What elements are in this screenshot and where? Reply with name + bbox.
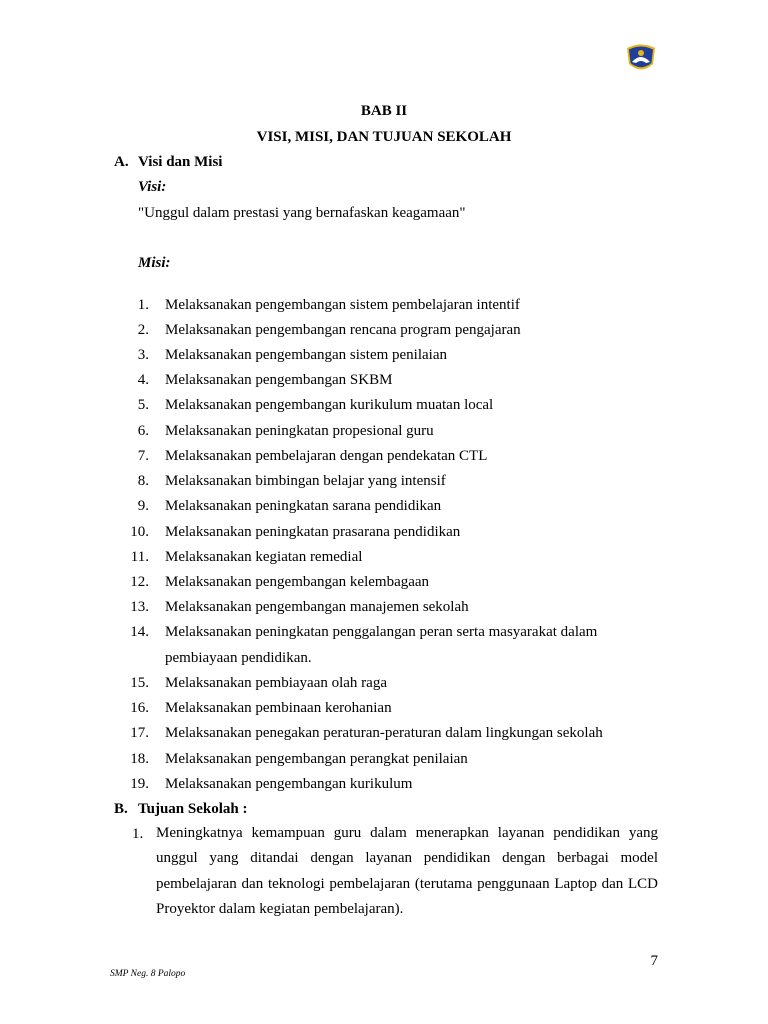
misi-number: 9.	[137, 498, 149, 514]
misi-number: 4.	[137, 372, 149, 388]
misi-item: Melaksanakan pengembangan perangkat penilaian	[165, 751, 468, 767]
misi-number: 14.	[130, 624, 149, 640]
misi-item: Melaksanakan kegiatan remedial	[165, 549, 363, 565]
misi-number: 2.	[137, 322, 149, 338]
misi-number: 13.	[130, 599, 149, 615]
misi-number: 12.	[130, 574, 149, 590]
section-b-title: Tujuan Sekolah :	[138, 801, 248, 817]
misi-item: Melaksanakan pengembangan kurikulum	[165, 776, 413, 792]
misi-item: Melaksanakan pembelajaran dengan pendekatan CTL	[165, 448, 488, 464]
misi-number: 11.	[130, 549, 149, 565]
page-number: 7	[650, 953, 658, 969]
misi-number: 18.	[130, 751, 149, 767]
section-b-marker: B.	[114, 801, 128, 817]
footer-school-name: SMP Neg. 8 Palopo	[110, 969, 186, 979]
goal-number: 1.	[132, 826, 144, 842]
misi-item: Melaksanakan pengembangan sistem penilaian	[165, 347, 447, 363]
goal-item: Meningkatnya kemampuan guru dalam menerapkan layanan pendidikan yang unggul yang ditandai dengan layanan pendidikan dengan berbagai model pembelajaran dan teknologi pembelajaran (terutama penggunaan Laptop dan LCD Proyektor dalam kegiatan pembelajaran).	[156, 825, 658, 917]
visi-text: "Unggul dalam prestasi yang bernafaskan keagamaan"	[138, 205, 466, 221]
misi-item: Melaksanakan pembiayaan olah raga	[165, 675, 387, 691]
section-a-marker: A.	[114, 154, 129, 170]
misi-number: 6.	[137, 423, 149, 439]
misi-item-continuation: pembiayaan pendidikan.	[165, 650, 312, 666]
misi-item: Melaksanakan pengembangan manajemen sekolah	[165, 599, 469, 615]
misi-number: 5.	[137, 397, 149, 413]
misi-item: Melaksanakan pembinaan kerohanian	[165, 700, 392, 716]
misi-number: 10.	[130, 524, 149, 540]
misi-item: Melaksanakan peningkatan sarana pendidikan	[165, 498, 442, 514]
misi-item: Melaksanakan penegakan peraturan-peraturan dalam lingkungan sekolah	[165, 725, 603, 741]
misi-number: 19.	[130, 776, 149, 792]
misi-item: Melaksanakan pengembangan sistem pembelajaran intentif	[165, 297, 520, 313]
misi-item: Melaksanakan bimbingan belajar yang intensif	[165, 473, 446, 489]
misi-number: 17.	[130, 725, 149, 741]
section-a-title: Visi dan Misi	[138, 154, 223, 170]
misi-item: Melaksanakan peningkatan penggalangan peran serta masyarakat dalam	[165, 624, 598, 640]
misi-item: Melaksanakan pengembangan kurikulum muatan local	[165, 397, 494, 413]
misi-item: Melaksanakan pengembangan rencana program pengajaran	[165, 322, 521, 338]
misi-label: Misi:	[138, 255, 171, 271]
misi-number: 3.	[137, 347, 149, 363]
school-emblem-icon	[624, 42, 658, 74]
misi-number: 7.	[137, 448, 149, 464]
misi-item: Melaksanakan pengembangan kelembagaan	[165, 574, 430, 590]
misi-item: Melaksanakan peningkatan propesional guru	[165, 423, 434, 439]
misi-number: 16.	[130, 700, 149, 716]
misi-number: 15.	[130, 675, 149, 691]
misi-number: 8.	[137, 473, 149, 489]
visi-label: Visi:	[138, 179, 167, 195]
misi-number: 1.	[137, 297, 149, 313]
page-title: VISI, MISI, DAN TUJUAN SEKOLAH	[256, 129, 512, 145]
chapter-heading: BAB II	[360, 103, 408, 119]
misi-item: Melaksanakan pengembangan SKBM	[165, 372, 393, 388]
misi-item: Melaksanakan peningkatan prasarana pendidikan	[165, 524, 461, 540]
